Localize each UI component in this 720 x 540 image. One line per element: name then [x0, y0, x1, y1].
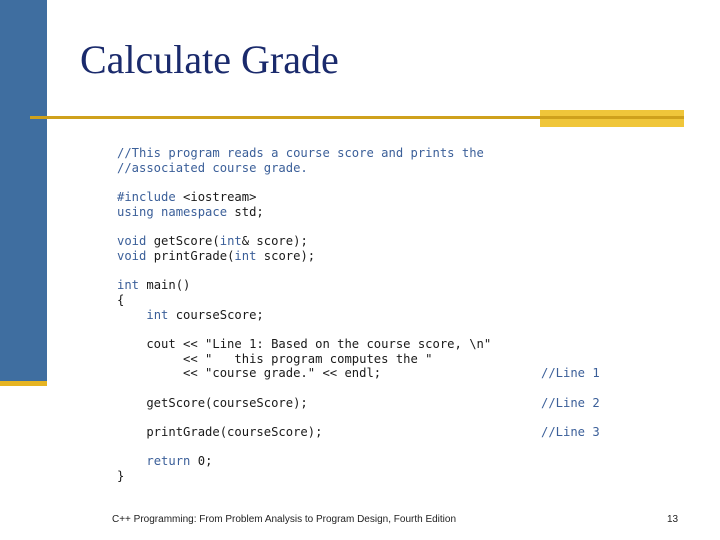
code-text: & score);	[241, 234, 308, 249]
code-listing	[117, 146, 677, 484]
title-rule	[30, 116, 684, 119]
code-text: 0;	[190, 454, 213, 469]
page-number: 13	[667, 514, 679, 525]
footer-text: C++ Programming: From Problem Analysis to Program Design, Fourth Edition	[112, 514, 457, 525]
code-line-cout-1: cout << "Line 1: Based on the course score, \n"	[117, 336, 492, 351]
code-text: <iostream>	[175, 190, 257, 205]
code-comment: //This program reads a course score and prints the	[117, 146, 484, 160]
code-indent	[117, 454, 146, 468]
code-indent	[117, 308, 146, 322]
code-text: courseScore;	[168, 307, 264, 322]
code-keyword: int	[146, 307, 169, 322]
slide-title: Calculate Grade	[80, 37, 339, 82]
code-text: getScore(courseScore);	[117, 395, 308, 410]
code-line-using	[117, 205, 677, 220]
code-line-getscore-call	[117, 396, 677, 411]
code-keyword: void	[117, 234, 147, 249]
code-line-cout-3	[117, 366, 677, 381]
code-text: std;	[227, 204, 264, 219]
code-keyword: int	[234, 248, 257, 263]
left-sidebar-band	[0, 0, 47, 384]
line-note: //Line 1	[541, 366, 600, 381]
code-line-main	[117, 278, 677, 293]
sidebar-gold-edge	[0, 381, 47, 386]
code-keyword: int	[219, 234, 242, 249]
code-line-close-brace: }	[117, 469, 125, 484]
code-line-include	[117, 190, 677, 205]
code-line-var	[117, 308, 677, 323]
code-keyword: return	[146, 454, 191, 469]
code-line-decl-printgrade	[117, 249, 677, 264]
code-line-open-brace: {	[117, 292, 125, 307]
line-note: //Line 3	[541, 425, 600, 440]
code-keyword: int	[117, 278, 140, 293]
code-line-return	[117, 454, 677, 469]
code-text: getScore(	[146, 234, 220, 249]
code-text: printGrade(	[146, 248, 235, 263]
line-note: //Line 2	[541, 395, 600, 410]
code-line-printgrade-call	[117, 425, 677, 440]
code-line-decl-getscore	[117, 234, 677, 249]
code-line-cout-2: << " this program computes the "	[117, 351, 433, 366]
code-text: printGrade(courseScore);	[117, 425, 323, 440]
code-keyword: void	[117, 248, 147, 263]
code-comment: //associated course grade.	[117, 160, 308, 175]
code-text: << "course grade." << endl;	[117, 366, 382, 381]
code-keyword: using namespace	[117, 204, 228, 219]
code-text: score);	[256, 248, 316, 263]
code-keyword: #include	[117, 190, 176, 205]
code-text: main()	[139, 278, 191, 293]
